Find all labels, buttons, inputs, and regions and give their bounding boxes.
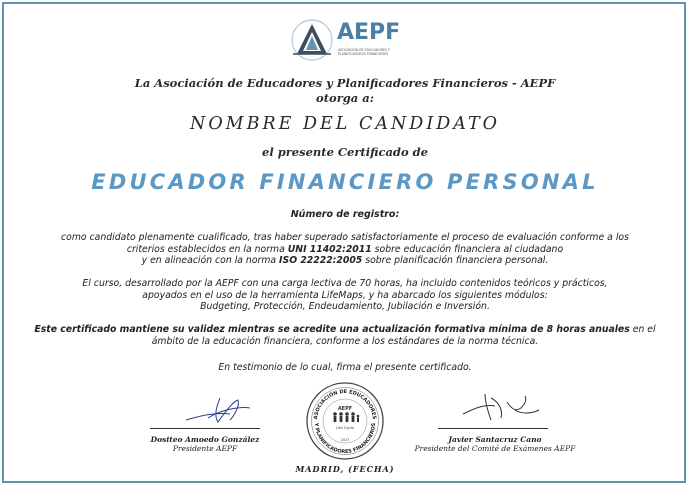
logo-name: AEPF [337, 20, 401, 45]
course-line-2: apoyados en el uso de la herramienta LifeMaps, y ha abarcado los siguientes módulos: [142, 289, 548, 301]
right-signatory [410, 435, 580, 453]
validity-bold: Este certificado mantiene su validez mientras se acredite una actualización formativa mínima de 8 horas anuales [34, 324, 630, 335]
norm-iso: ISO 22222:2005 [279, 255, 363, 267]
evaluation-line-3: y en alineación con la norma ISO 22222:2005 sobre planificación financiera personal. [141, 255, 549, 267]
left-signatory-role: Presidente AEPF [172, 444, 238, 453]
seal-center-sub: Life Cycle [336, 426, 354, 430]
grants-line: otorga a: [316, 91, 374, 105]
seal-center-name: AEPF [337, 406, 353, 412]
validity-line-2: ámbito de la educación financiera, conforme a los estándares de la norma técnica. [151, 335, 539, 347]
left-signatory [115, 435, 295, 453]
right-signatory-name: Javier Santacruz Cano [448, 435, 542, 444]
testimony-line: En testimonio de lo cual, firma el presente certificado. [218, 362, 472, 373]
right-signature-line [438, 428, 548, 429]
course-paragraph [0, 278, 690, 313]
aepf-logo [289, 18, 407, 64]
seal-ring-text: ASOCIACIÓN DE EDUCADORES [313, 388, 377, 420]
left-signature-scribble [180, 392, 260, 428]
place-date: MADRID, (FECHA) [295, 464, 395, 474]
registration-label: Número de registro: [290, 209, 400, 220]
right-signatory-role: Presidente del Comité de Exámenes AEPF [414, 444, 576, 453]
evaluation-paragraph [0, 232, 690, 267]
logo-subtitle: ASOCIACIÓN DE EDUCADORES Y PLANIFICADORES FINANCIEROS [338, 48, 390, 56]
association-line: La Asociación de Educadores y Planificadores Financieros - AEPF [134, 76, 556, 90]
certificate-intro: el presente Certificado de [262, 145, 428, 159]
validity-paragraph [0, 324, 690, 347]
course-modules: Budgeting, Protección, Endeudamiento, Jubilación e Inversión. [200, 301, 490, 313]
seal-ring-text-bottom: Y PLANIFICADORES FINANCIEROS [312, 422, 378, 456]
evaluation-line-1: como candidato plenamente cualificado, tras haber superado satisfactoriamente el proceso de evaluación conforme a los [61, 232, 629, 243]
left-signature-line [150, 428, 260, 429]
course-line-1: El curso, desarrollado por la AEPF con una carga lectiva de 70 horas, ha incluido contenidos teóricos y prácticos, [82, 278, 608, 289]
candidate-name: NOMBRE DEL CANDIDATO [190, 114, 500, 134]
right-signature-scribble [455, 388, 545, 428]
aepf-seal [305, 381, 385, 461]
triangle-logo-icon [289, 18, 335, 62]
norm-uni: UNI 11402:2011 [287, 243, 372, 255]
left-signatory-name: Dositeo Amoedo González [150, 435, 260, 444]
certificate-title: EDUCADOR FINANCIERO PERSONAL [91, 170, 599, 194]
evaluation-line-2: criterios establecidos en la norma UNI 11402:2011 sobre educación financiera al ciudadano [126, 243, 564, 255]
seal-year: 2017 [340, 438, 350, 442]
validity-line-1: Este certificado mantiene su validez mientras se acredite una actualización formativa mínima de 8 horas anuales en el [34, 324, 656, 335]
